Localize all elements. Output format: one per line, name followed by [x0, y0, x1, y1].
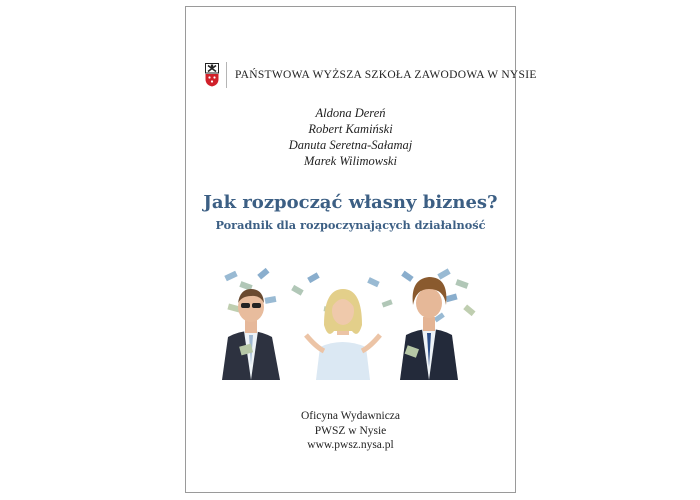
institution-name: PAŃSTWOWA WYŻSZA SZKOŁA ZAWODOWA W NYSIE [235, 69, 537, 81]
publisher-institution: PWSZ w Nysie [314, 424, 387, 437]
publisher-name: Oficyna Wydawnicza [300, 410, 401, 422]
author-name: Robert Kamiński [308, 122, 393, 136]
publisher-info [186, 409, 515, 453]
author-name: Danuta Seretna-Sałamaj [288, 138, 413, 152]
author-name: Aldona Dereń [315, 106, 386, 120]
publisher-website: www.pwsz.nysa.pl [307, 439, 394, 451]
university-crest-icon [205, 63, 219, 87]
book-title: Jak rozpocząć własny biznes? [203, 192, 498, 213]
book-subtitle: Poradnik dla rozpoczynających działalność [215, 218, 486, 232]
cover-photo-people-with-money [220, 265, 482, 380]
logo-divider [226, 62, 227, 88]
institution-header [205, 62, 537, 88]
book-cover [185, 6, 537, 493]
author-list [186, 105, 515, 169]
author-name: Marek Wilimowski [304, 154, 397, 168]
